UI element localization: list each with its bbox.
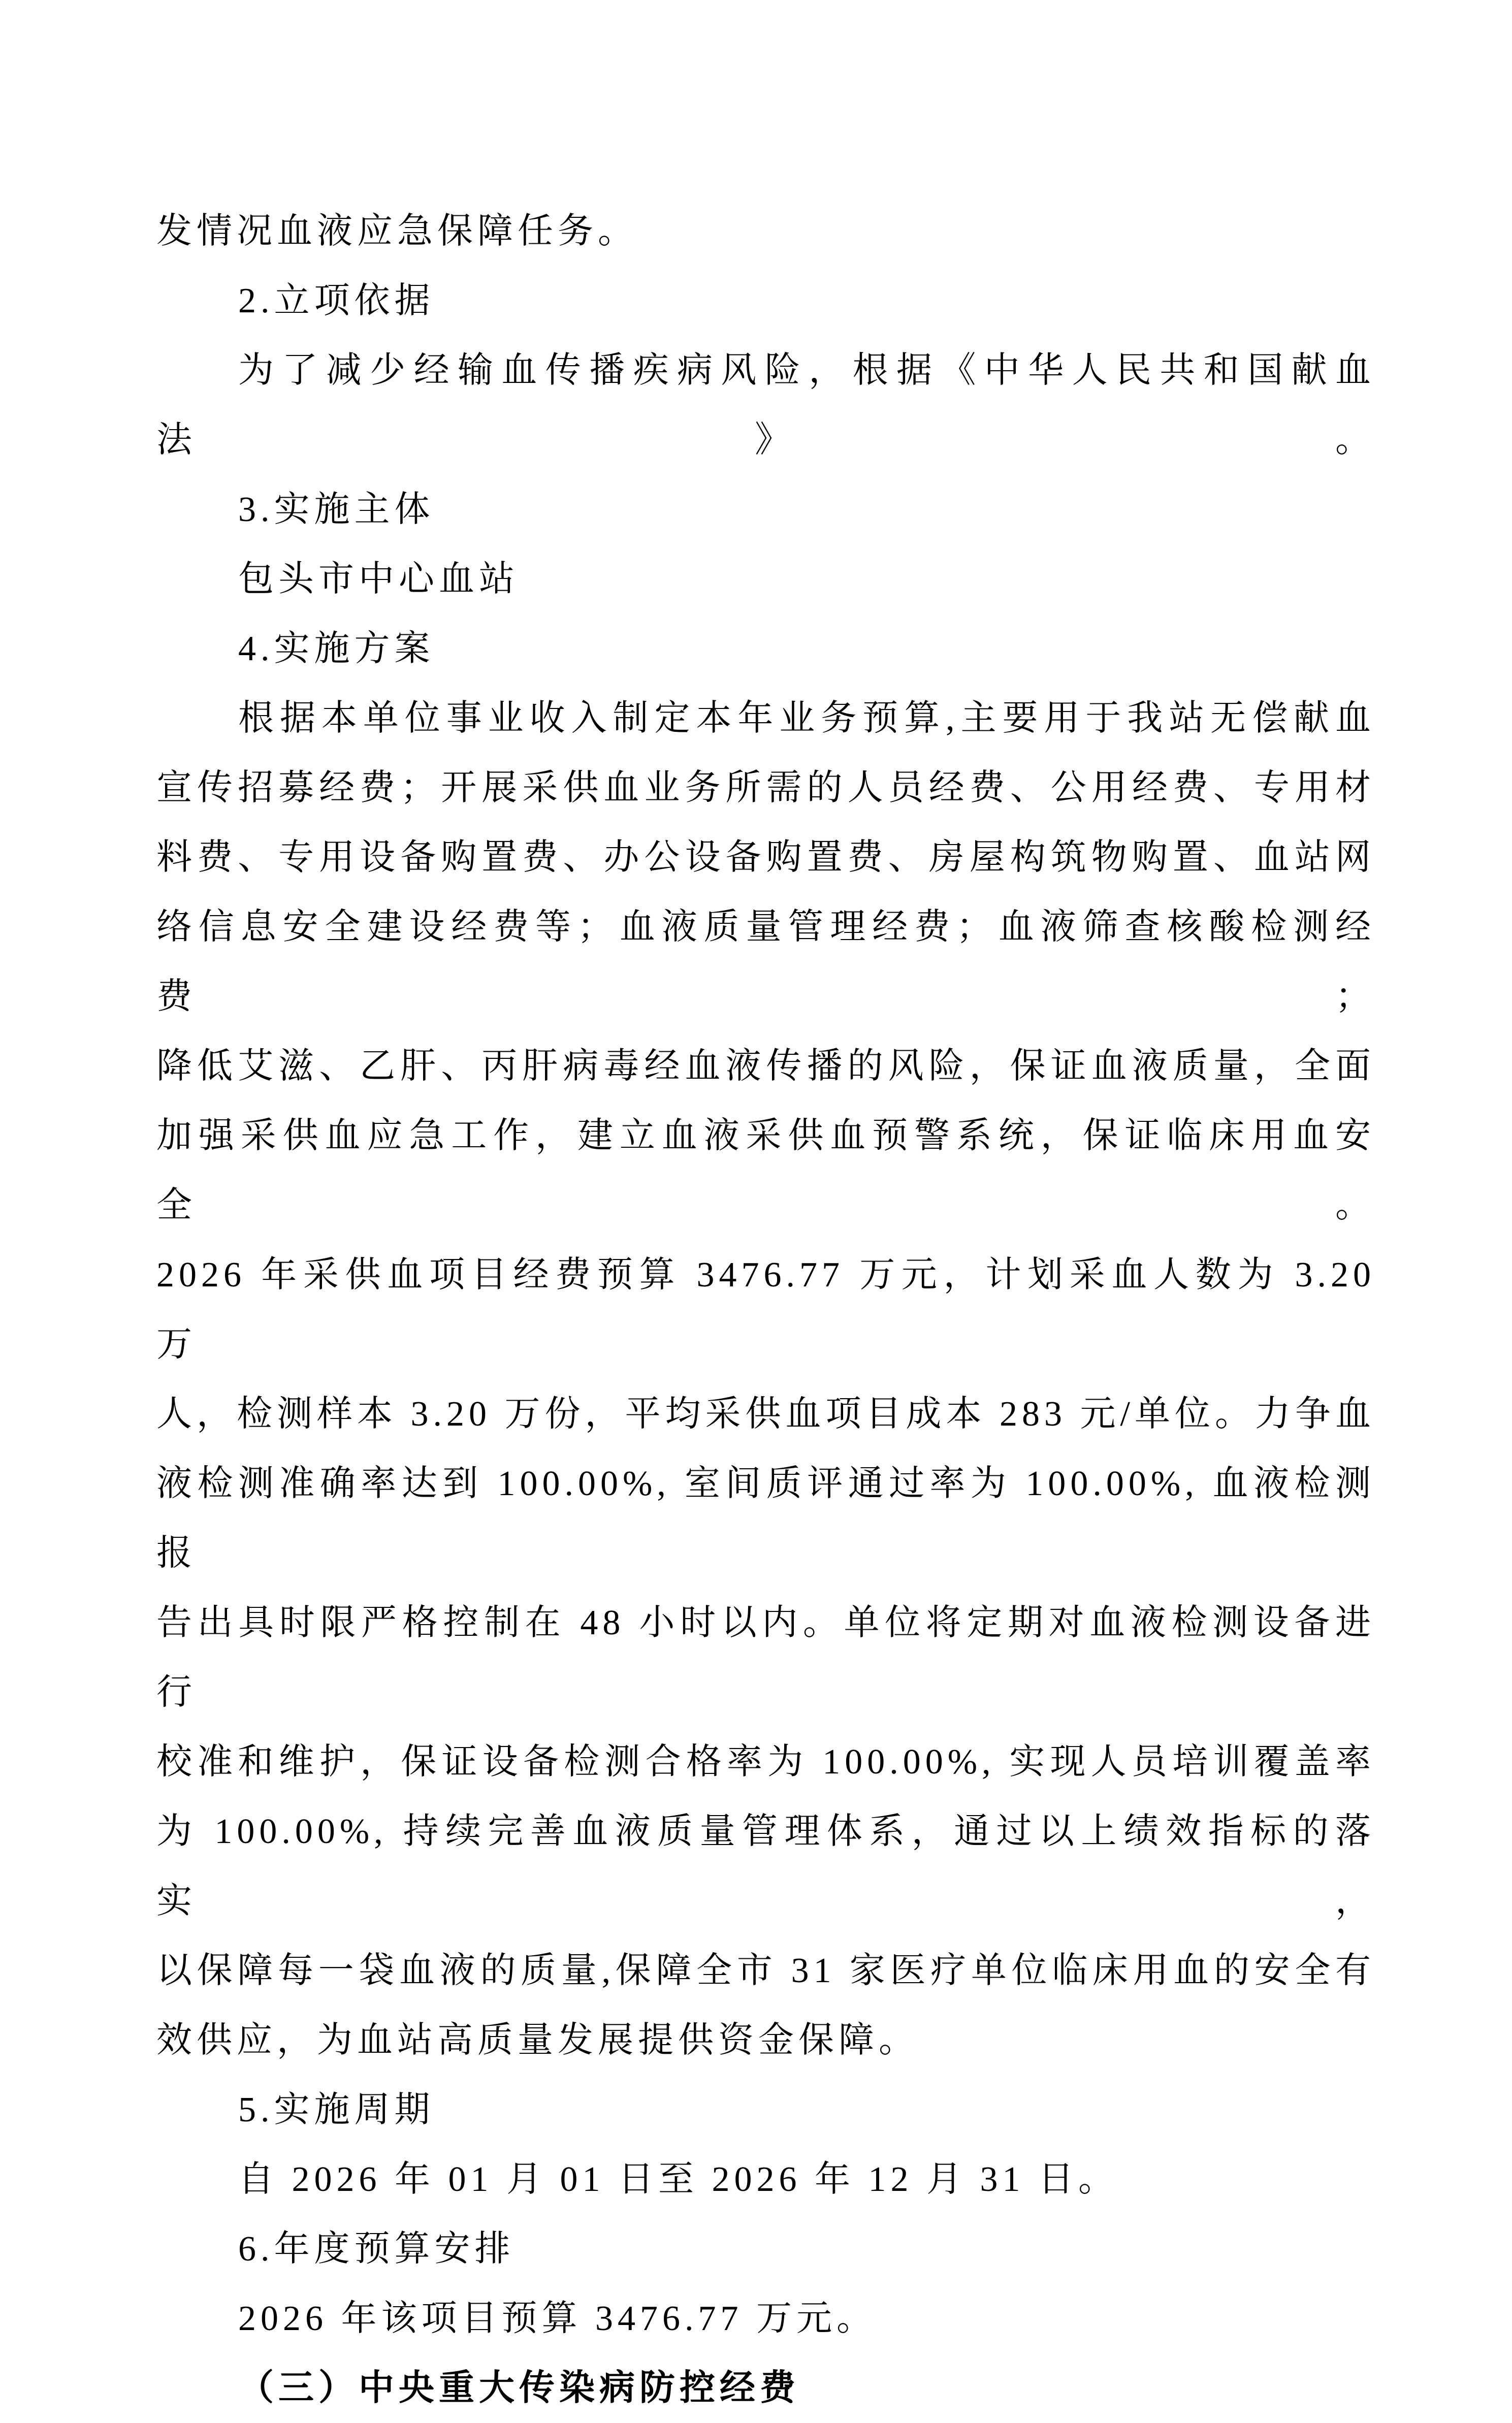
text-line: 效供应，为血站高质量发展提供资金保障。 xyxy=(156,2021,919,2060)
text-line: 人，检测样本 3.20 万份，平均采供血项目成本 283 元/单位。力争血 xyxy=(156,1395,1375,1434)
text-line: 3.实施主体 xyxy=(238,490,435,529)
text-line: 降低艾滋、乙肝、丙肝病毒经血液传播的风险，保证血液质量，全面 xyxy=(156,1047,1375,1086)
section-heading-line: （三）中央重大传染病防控经费 xyxy=(238,2369,800,2408)
text-line: 根据本单位事业收入制定本年业务预算,主要用于我站无偿献血 xyxy=(238,699,1375,738)
text-line: 液检测准确率达到 100.00%, 室间质评通过率为 100.00%, 血液检测报 xyxy=(156,1464,1375,1573)
text-line: 发情况血液应急保障任务。 xyxy=(156,212,638,251)
text-line: 自 2026 年 01 月 01 日至 2026 年 12 月 31 日。 xyxy=(238,2160,1118,2199)
text-line: 加强采供血应急工作，建立血液采供血预警系统，保证临床用血安全。 xyxy=(156,1116,1375,1225)
text-line: 以保障每一袋血液的质量,保障全市 31 家医疗单位临床用血的安全有 xyxy=(156,1951,1375,1990)
text-line: 为 100.00%, 持续完善血液质量管理体系，通过以上绩效指标的落实， xyxy=(156,1812,1375,1921)
text-line: 宣传招募经费；开展采供血业务所需的人员经费、公用经费、专用材 xyxy=(156,768,1375,807)
text-line: 为了减少经输血传播疾病风险，根据《中华人民共和国献血法》。 xyxy=(156,351,1375,460)
text-line: 2026 年该项目预算 3476.77 万元。 xyxy=(238,2299,877,2338)
text-line: 料费、专用设备购置费、办公设备购置费、房屋构筑物购置、血站网 xyxy=(156,838,1375,877)
text-line: 5.实施周期 xyxy=(238,2090,435,2129)
text-line: 包头市中心血站 xyxy=(238,560,519,599)
text-line: 4.实施方案 xyxy=(238,629,435,668)
text-line: 2026 年采供血项目经费预算 3476.77 万元，计划采血人数为 3.20 万 xyxy=(156,1255,1375,1364)
text-line: 校准和维护，保证设备检测合格率为 100.00%, 实现人员培训覆盖率 xyxy=(156,1742,1375,1782)
text-line: 2.立项依据 xyxy=(238,281,435,320)
text-line: 络信息安全建设经费等；血液质量管理经费；血液筛查核酸检测经费； xyxy=(156,908,1375,1016)
document-text-block xyxy=(156,197,1375,2423)
text-line: 6.年度预算安排 xyxy=(238,2230,515,2269)
text-line: 告出具时限严格控制在 48 小时以内。单位将定期对血液检测设备进行 xyxy=(156,1603,1375,1712)
